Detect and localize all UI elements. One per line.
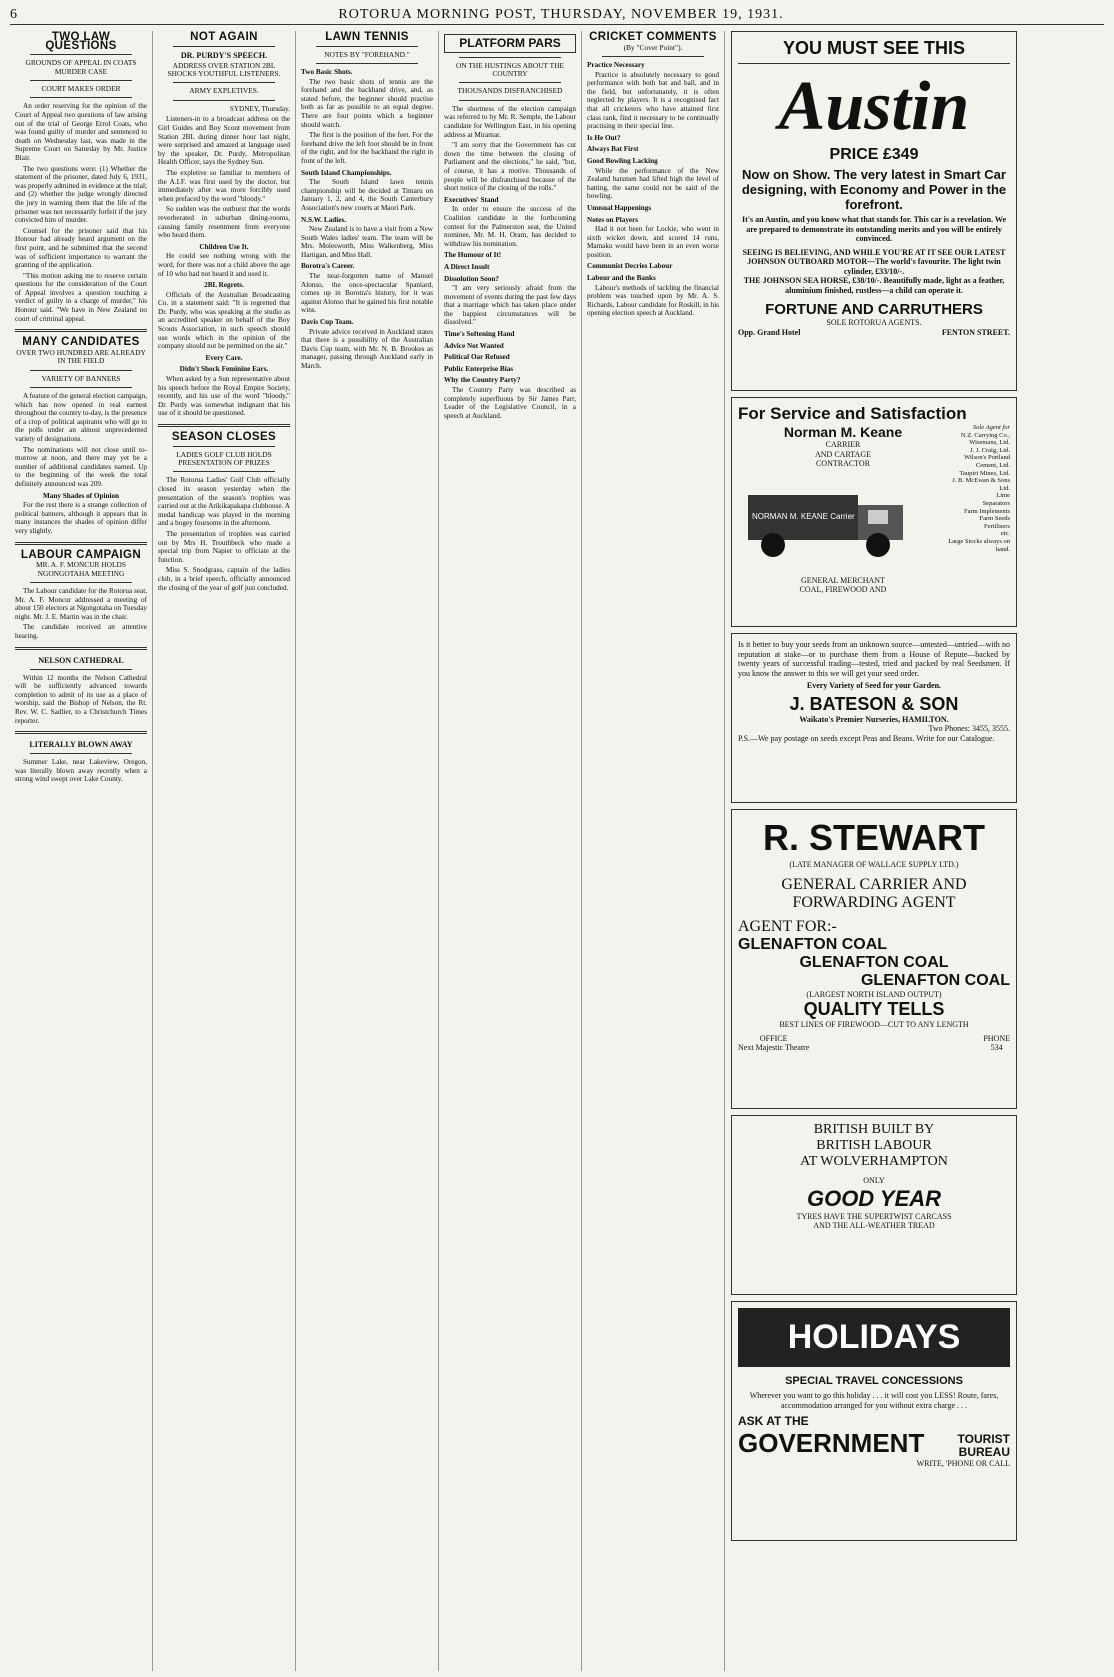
paragraph: The first is the position of the feet. For the forehand drive the left foot should be in front of the right, and for the backhand the right in front of the left. [301, 131, 433, 165]
goodyear-tyres1: TYRES HAVE THE SUPERTWIST CARCASS [796, 1211, 952, 1221]
section-label: Notes on Players [587, 215, 639, 224]
stewart-coal1: GLENAFTON COAL [738, 935, 888, 953]
section-label: Practice Necessary [587, 61, 645, 69]
keane-coal: COAL, FIREWOOD AND [799, 585, 887, 594]
headline-lawn-tennis: LAWN TENNIS [325, 31, 409, 43]
paragraph: A feature of the general election campaign, which has now opened in real earnest throughout the country to-day, is the presence of a crop of political aspirants who will go to the polls under an almost unprecedented variety of designations. [15, 392, 147, 444]
paragraph: The nominations will not close until to-morrow at noon, and there may yet be a number of additional candidates named. Up to the beginning of the week the total definitely announced was 209. [15, 445, 147, 488]
austin-ad [731, 31, 1017, 391]
keane-side-item: Farm Implements [963, 507, 1010, 515]
stewart-office: Next Majestic Theatre [738, 1043, 810, 1052]
headline-platform-pars: PLATFORM PARS [444, 34, 576, 53]
keane-side-item: Farm Seeds [979, 515, 1010, 523]
keane-side-item: Lime [996, 492, 1010, 500]
paper-name: ROTORUA MORNING POST, THURSDAY, NOVEMBER 19, 1931. [338, 7, 784, 22]
keane-side-item: Wisemans, Ltd. [969, 439, 1010, 447]
paragraph: Had it not been for Lockie, who went in sixth wicket down, and scored 14 runs, Mamaku would have been in an even worse position. [587, 225, 719, 259]
bateson-nursery: Waikato's Premier Nurseries, HAMILTON. [799, 714, 949, 724]
section-label: Public Enterprise Bias [444, 364, 514, 373]
keane-ad [731, 397, 1017, 627]
section-label: Borotra's Career. [301, 262, 355, 271]
paragraph: The South Island lawn tennis championship will be decided at Timaru on January 1, 2, and 4, the South Canterbury Association's new courts at Maori Park. [301, 178, 433, 212]
section-label: Always Bat First [587, 145, 639, 154]
bateson-ps: P.S.—We pay postage on seeds except Peas and Beans. Write for our Catalogue. [738, 733, 995, 743]
paragraph: So sudden was the outburst that the words reverberated in suburban dining-rooms, causing family resentment from everyone who heard them. [158, 205, 290, 240]
keane-sole-agent: Sole Agent for [972, 424, 1010, 431]
truck-text: NORMAN M. KEANE Carrier [752, 511, 855, 521]
austin-headline: YOU MUST SEE THIS [738, 38, 1010, 64]
keane-merchant: GENERAL MERCHANT [801, 575, 885, 585]
ad-column [725, 31, 1017, 1671]
keane-headline: For Service and Satisfaction [738, 404, 967, 423]
stewart-coal2: GLENAFTON COAL [799, 953, 949, 971]
keane-side-item: J. B. McEwan & Sons Ltd. [952, 477, 1010, 492]
holidays-text: Wherever you want to go this holiday . . . it will cost you LESS! Route, fares, accommodation arranged for you without extra charge . . . [749, 1391, 999, 1410]
paragraph: Miss S. Snodgrass, captain of the ladies club, in a brief speech, officially announced the closing of the year of golf just concluded. [158, 566, 290, 592]
headline-two-law-questions: TWO LAW QUESTIONS [45, 31, 117, 52]
paragraph: Counsel for the prisoner said that his Honour had already heard argument on the first point, and he submitted that the second was of sufficient importance to warrant the granting of the application. [15, 226, 147, 270]
paragraph: SYDNEY, Thursday. [229, 104, 290, 113]
paragraph: "I am very seriously afraid from the movement of events during the past few days that a marriage which has taken place under the happiest circumstances will be dissolved." [444, 284, 576, 327]
paragraph: In order to ensure the success of the Coalition candidate in the forthcoming contest for the Palmerston seat, the United nominee, Mr. M. H. Oram, has decided to withdraw his nomination. [444, 205, 576, 248]
paragraph: The two basic shots of tennis are the forehand and the backhand drive, and, as stated before, the beginner should practise both as far as possible to an equal degree. There are four points which a beginner should watch. [301, 77, 433, 129]
bateson-text: Is it better to buy your seeds from an unknown source—untested—untried—with no reputation at stake—or to purchase them from a House of Repute—backed by twenty years of successful trading—tested, tried and packed by real Seedsmen. If you know the answer to this we will get your seed order. [738, 640, 1010, 678]
headline-nelson-cathedral: NELSON CATHEDRAL [38, 655, 124, 665]
section-label: Labour and the Banks [587, 274, 656, 283]
keane-role2: AND CARTAGE [815, 449, 871, 459]
paragraph: While the performance of the New Zealand batsmen had lifted high the level of batting, the same could not be said of the bowling. [587, 166, 719, 201]
paragraph: "This motion asking me to reserve certain questions for the consideration of the Court of Appeal involves a question touching a verdict of guilty in a charge of murder," his Honour said. "We have in New Zealand no court of criminal appeal. [15, 271, 147, 323]
stewart-phone-label: PHONE [983, 1033, 1010, 1043]
subhead: GROUNDS OF APPEAL IN COATS MURDER CASE [25, 58, 137, 76]
section-label: Unusual Happenings [587, 203, 652, 212]
stewart-quality: QUALITY TELLS [803, 999, 945, 1019]
paragraph: An order reserving for the opinion of the Court of Appeal two questions of law arising out of the trial of George Errol Coats, who was found guilty of murder and sentenced to death on Wednesday last, was made in the Supreme Court on Saturday by Mr. Justice Blair. [15, 102, 147, 162]
keane-side-item: N.Z. Carrying Co., [960, 431, 1010, 439]
paragraph: The two questions were: (1) Whether the statement of the prisoner, dated July 6, 1931, was properly admitted in evidence at the trial; and (2) whether the judge wrongly directed the jury in warning them that the life of the prisoner was not necessarily forfeit if the jury convicted him of murder. [15, 164, 147, 225]
section-label: A Direct Insult [444, 262, 490, 271]
section-label: Executives' Stand [444, 195, 499, 204]
stewart-contact [738, 1034, 1010, 1053]
paragraph: For the rest there is a strange collection of political banners, although it appears that in many instances the shades of opinion differ very slightly. [15, 501, 147, 535]
austin-agents: SOLE ROTORUA AGENTS. [826, 318, 922, 327]
paragraph: Summer Lake, near Lakeview, Oregon, was literally blown away recently when a strong wind swept over Lake County. [15, 758, 147, 784]
subhead: MR. A. F. MONCUR HOLDS NGONGOTAHA MEETING [36, 560, 126, 578]
headline-cricket-comments: CRICKET COMMENTS [589, 31, 717, 43]
paragraph: The candidate received an attentive hearing. [15, 623, 147, 640]
subhead: ARMY EXPLETIVES. [189, 86, 259, 96]
holidays-gov: GOVERNMENT [738, 1428, 925, 1458]
paragraph: He could see nothing wrong with the word, for there was not a child above the age of 10 who had not heard it and used it. [158, 252, 290, 278]
paragraph: The Rotorua Ladies' Golf Club officially closed its season yesterday when the presentation of the season's trophies was carried out at the Arikikapakapa clubhouse. A medal handicap was played in the morning and a bogey foursome in the afternoon. [158, 476, 290, 528]
austin-address [738, 328, 1010, 338]
holidays-tourist-bureau [958, 1433, 1010, 1459]
stewart-phone: 534 [990, 1043, 1003, 1052]
section-label: Time's Softening Hand [444, 330, 515, 339]
bateson-phone: Two Phones: 3455, 3555. [928, 724, 1010, 733]
section-label: Didn't Shock Feminine Ears. [179, 365, 269, 374]
goodyear-tyres2: AND THE ALL-WEATHER TREAD [813, 1221, 935, 1230]
keane-side-item: Separators [982, 499, 1010, 507]
section-label: Children Use It. [199, 242, 249, 251]
austin-line1: Now on Show. The very latest in Smart Car designing, with Economy and Power in the forefront. [741, 167, 1007, 212]
section-label: N.S.W. Ladies. [301, 215, 347, 224]
holidays-special: SPECIAL TRAVEL CONCESSIONS [785, 1375, 963, 1387]
section-label: Political Oar Refused [444, 353, 510, 362]
stewart-largest: (LARGEST NORTH ISLAND OUTPUT) [806, 989, 942, 999]
section-label: Every Care. [205, 353, 243, 362]
paragraph: Officials of the Australian Broadcasting Co. in a statement said: "It is regretted that Dr. Purdy, who was speaking at the studio as an accredited speaker on behalf of the Boy Scouts Association, in such speech should use words which in the opinion of the company should not be permitted on the air." [158, 290, 290, 351]
subhead: OVER TWO HUNDRED ARE ALREADY IN THE FIELD [16, 347, 146, 366]
paragraph: Private advice received in Auckland states that there is a possibility of the Australian Davis Cup team, with Mr. N. B. Brookes as manager, passing through Auckland early in March. [301, 327, 433, 370]
austin-line2: It's an Austin, and you know what that stands for. This car is a revelation. We are prepared to demonstrate its outstanding merits and you will be entirely convinced. [741, 215, 1007, 243]
subhead: (By "Cover Point"). [623, 42, 683, 52]
headline-season-closes: SEASON CLOSES [171, 431, 277, 443]
column-4 [439, 31, 582, 1671]
column-2 [153, 31, 296, 1671]
holidays-tourist: TOURIST [957, 1432, 1010, 1446]
holidays-title: HOLIDAYS [738, 1308, 1010, 1367]
paragraph: The expletive so familiar to members of the A.I.F. was first used by the doctor, but immediately after was more forcibly used when prefaced by the word "bloody." [158, 168, 290, 203]
headline-not-again: NOT AGAIN [190, 31, 258, 43]
section-label: Two Basic Shots. [301, 68, 353, 76]
austin-addr-right: FENTON STREET. [941, 327, 1010, 337]
holidays-gov-row [738, 1428, 1010, 1459]
masthead [10, 6, 1104, 25]
stewart-coal3: GLENAFTON COAL [860, 971, 1010, 989]
keane-side-item: Large Stocks always on hand. [948, 537, 1010, 553]
paragraph: The near-forgotten name of Manuel Alonso, the once-spectacular Spaniard, comes up in Borotra's history, for it was against Alonso that he gained his first notable wins. [301, 272, 433, 315]
section-label: Many Shades of Opinion [42, 491, 120, 500]
bateson-firm: J. BATESON & SON [789, 693, 959, 714]
keane-roles [738, 440, 948, 469]
holidays-ask: ASK AT THE [738, 1414, 809, 1428]
section-label: South Island Championships. [301, 168, 392, 177]
stewart-agent: AGENT FOR:- [738, 917, 837, 935]
column-1 [10, 31, 153, 1671]
stewart-name: R. STEWART [763, 817, 985, 858]
paragraph: The Country Party was described as completely superfluous by Sir James Parr, Leader of the Legislative Council, in a speech at Auckland. [444, 386, 576, 420]
austin-line3: SEEING IS BELIEVING, AND WHILE YOU'RE AT IT SEE OUR LATEST [742, 247, 1006, 257]
subhead: ADDRESS OVER STATION 2BL SHOCKS YOUTHFUL LISTENERS. [167, 60, 281, 78]
austin-line5: THE JOHNSON SEA HORSE, £38/10/-. Beautifully made, light as a feather, aluminium finished, rustless—a child can operate it. [743, 276, 1005, 295]
paragraph: The shortness of the election campaign was referred to by Mr. R. Semple, the Labour candidate for Wellington East, in his opening address at Miramar. [444, 104, 576, 139]
subhead: DR. PURDY'S SPEECH. [180, 50, 268, 60]
stewart-ad [731, 809, 1017, 1109]
holidays-write: WRITE, 'PHONE OR CALL [916, 1459, 1010, 1468]
subhead: THOUSANDS DISFRANCHISED [457, 86, 563, 96]
holidays-ad [731, 1301, 1017, 1541]
column-3 [296, 31, 439, 1671]
goodyear-line2: BRITISH LABOUR [816, 1138, 932, 1153]
keane-side-item: J. J. Craig, Ltd. [970, 446, 1010, 454]
section-label: Communist Decries Labour [587, 262, 673, 271]
section-label: Why the Country Party? [444, 376, 521, 385]
keane-role3: CONTRACTOR [815, 459, 871, 468]
austin-line4: JOHNSON OUTBOARD MOTOR—The world's favourite. The light twin cylinder, £33/10/-. [747, 257, 1001, 276]
paragraph: The presentation of trophies was carried out by Mrs H. Trouthbeck who made a special trip from Napier to officiate at the function. [158, 529, 290, 564]
section-label: Dissolution Soon? [444, 274, 499, 283]
paragraph: Practice is absolutely necessary to good performance with both bat and ball, and in the field, but unfortunately, it is often neglected by players. It is a recognised fact that all cricketers who have attained first class rank, find it necessary to be continually practising in their special line. [587, 70, 719, 131]
keane-side-list [948, 424, 1010, 595]
paragraph: "I am sorry that the Government has cut down the time between the closing of Parliament and the elections," he said, "but, of course, it has a motive. Thousands of people will be disfranchised because of the short notice of the closing of the rolls." [444, 141, 576, 193]
headline-labour-campaign: LABOUR CAMPAIGN [20, 548, 142, 561]
section-label: Is He Out? [587, 133, 621, 142]
keane-side-item: Taupiri Mines, Ltd. [959, 469, 1010, 477]
keane-side-item: Fertilisers [984, 522, 1010, 530]
subhead: LADIES GOLF CLUB HOLDS PRESENTATION OF PRIZES [176, 449, 272, 467]
section-label: Good Bowling Lacking [587, 156, 658, 165]
bateson-ad [731, 633, 1017, 803]
paragraph: When asked by a Sun representative about his speech before the Royal Empire Society, recently, and his use of the word "bloody," Dr. Purdy was somewhat indignant that his use of it should be questioned. [158, 375, 290, 418]
goodyear-line3: AT WOLVERHAMPTON [800, 1154, 948, 1169]
headline-literally-blown-away: LITERALLY BLOWN AWAY [29, 740, 133, 750]
keane-role1: CARRIER [825, 440, 861, 449]
paragraph: The Labour candidate for the Rotorua seat, Mr. A. F. Moncur addressed a meeting of about 150 electors at Ngongotaha on Tuesday night. Mr. J. E. Martin was in the chair. [15, 586, 147, 621]
goodyear-ad [731, 1115, 1017, 1295]
stewart-late: (LATE MANAGER OF WALLACE SUPPLY LTD.) [789, 860, 959, 869]
keane-name: Norman M. Keane [783, 424, 903, 440]
paragraph: Within 12 months the Nelson Cathedral will be sufficiently advanced towards completion to admit of its use as a place of worship, said the Bishop of Nelson, the Rt. Rev. W. C. Sadlier, to a Christchurch Times reporter. [15, 673, 147, 725]
column-5 [582, 31, 725, 1671]
goodyear-only: ONLY [863, 1176, 885, 1185]
section-label: 2BL Regrets. [204, 281, 244, 290]
stewart-office-label: OFFICE [759, 1033, 788, 1043]
subhead: COURT MAKES ORDER [41, 84, 121, 93]
keane-side-item: Wilson's Portland Cement, Ltd. [964, 454, 1010, 469]
goodyear-brand: GOOD YEAR [806, 1185, 942, 1211]
stewart-best: BEST LINES OF FIREWOOD—CUT TO ANY LENGTH [779, 1020, 969, 1029]
page-number: 6 [10, 7, 18, 22]
section-label: Davis Cup Team. [301, 318, 354, 327]
keane-side-item: etc. [1000, 530, 1010, 538]
paragraph: New Zealand is to have a visit from a New South Wales ladies' team. The team will be Mrs. Molesworth, Miss Walkenberg, Miss Hartigan, and Miss Hall. [301, 225, 433, 259]
holidays-bureau: BUREAU [958, 1445, 1010, 1459]
section-label: The Humour of It! [444, 251, 502, 260]
paragraph: Labour's methods of tackling the financial problem was touched upon by Mr. A. S. Richards, Labour candidate for Roskill, in his opening election speech at Auckland. [587, 283, 719, 318]
truck-illustration [738, 475, 918, 565]
paragraph: Listeners-in to a broadcast address on the Girl Guides and Boy Scout movement from Station 2BL during dinner hour last night, were surprised and amazed at language used by the speaker, Dr. Purdy, Metropolitan Health Officer, says the Sydney Sun. [158, 115, 290, 167]
section-label: Advice Not Wanted [444, 341, 504, 350]
austin-firm: FORTUNE AND CARRUTHERS [765, 301, 983, 318]
goodyear-line1: BRITISH BUILT BY [813, 1122, 935, 1137]
headline-many-candidates: MANY CANDIDATES [22, 336, 140, 349]
subhead: VARIETY OF BANNERS [41, 373, 121, 383]
stewart-line1: GENERAL CARRIER AND [781, 875, 967, 893]
subhead: ON THE HUSTINGS ABOUT THE COUNTRY [456, 60, 564, 78]
stewart-line2: FORWARDING AGENT [792, 893, 956, 911]
austin-price: PRICE £349 [829, 146, 919, 163]
bateson-tag: Every Variety of Seed for your Garden. [806, 681, 942, 690]
austin-addr-left: Opp. Grand Hotel [738, 327, 801, 337]
austin-logo: Austin [778, 68, 970, 145]
subhead: NOTES BY "FOREHAND." [324, 49, 410, 59]
